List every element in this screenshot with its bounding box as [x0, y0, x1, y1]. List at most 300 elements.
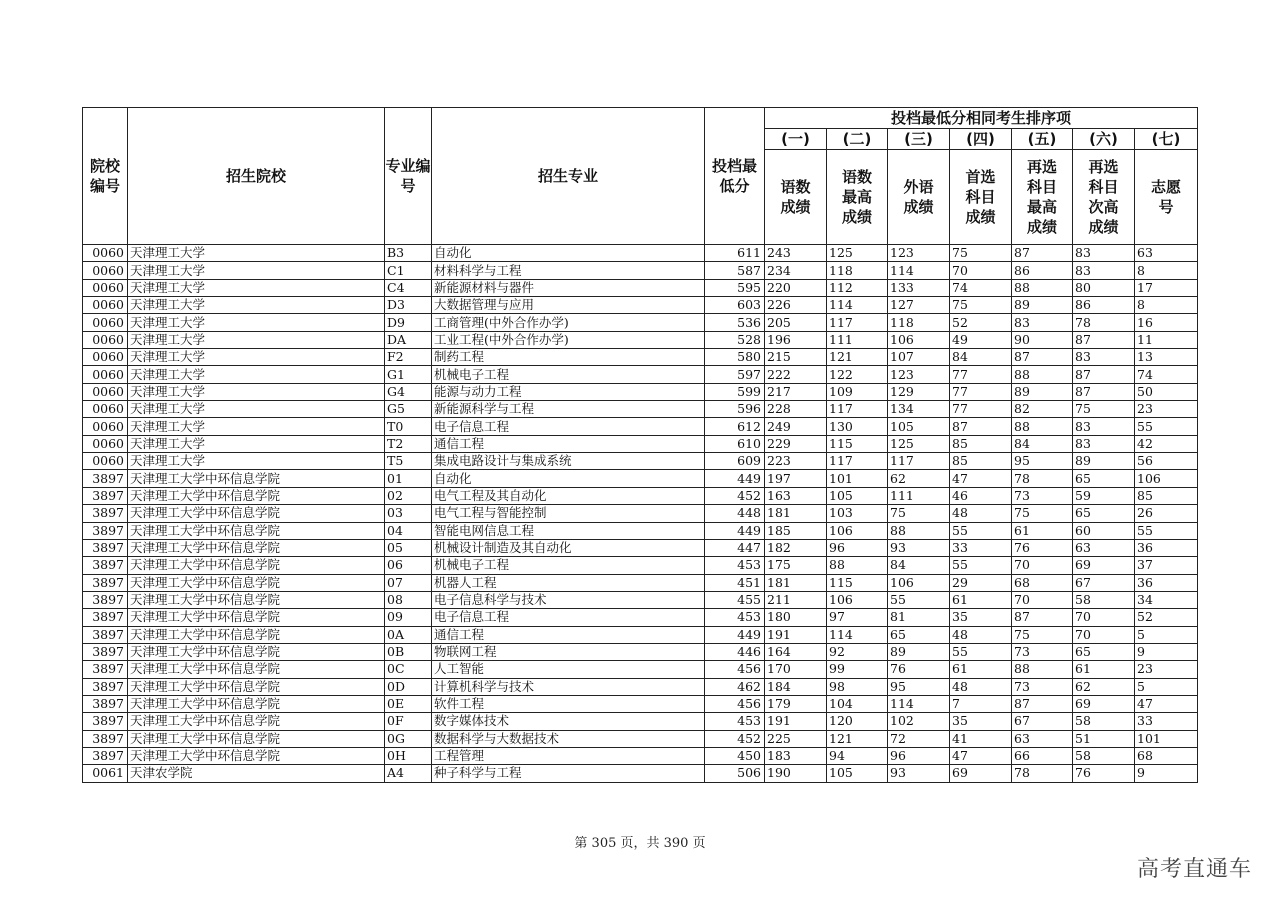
- cell-school-name: 天津理工大学: [128, 435, 385, 452]
- cell-score-chinese-math: 249: [765, 418, 827, 435]
- cell-major-code: 05: [385, 539, 432, 556]
- cell-school-name: 天津理工大学: [128, 331, 385, 348]
- cell-major-name: 工程管理: [432, 747, 705, 764]
- cell-school-name: 天津理工大学中环信息学院: [128, 522, 385, 539]
- cell-score-foreign: 84: [888, 557, 950, 574]
- cell-score-elective-second: 87: [1073, 366, 1135, 383]
- cell-major-name: 物联网工程: [432, 643, 705, 660]
- table-row: [83, 765, 1198, 782]
- table-row: [83, 453, 1198, 470]
- cell-score-chinese-math-max: 122: [827, 366, 888, 383]
- table-row: [83, 349, 1198, 366]
- cell-score-first-subject: 55: [950, 557, 1012, 574]
- cell-score-chinese-math: 217: [765, 383, 827, 400]
- cell-score-foreign: 55: [888, 591, 950, 608]
- cell-school-code: 3897: [83, 747, 128, 764]
- cell-score-chinese-math-max: 94: [827, 747, 888, 764]
- table-row: [83, 695, 1198, 712]
- cell-score-elective-second: 75: [1073, 401, 1135, 418]
- cell-score-first-subject: 47: [950, 470, 1012, 487]
- cell-school-code: 3897: [83, 626, 128, 643]
- cell-preference-no: 16: [1135, 314, 1198, 331]
- cell-score-chinese-math-max: 105: [827, 487, 888, 504]
- cell-major-name: 电子信息工程: [432, 418, 705, 435]
- cell-major-name: 自动化: [432, 470, 705, 487]
- cell-school-name: 天津理工大学: [128, 366, 385, 383]
- cell-major-name: 大数据管理与应用: [432, 297, 705, 314]
- cell-major-name: 机器人工程: [432, 574, 705, 591]
- cell-score-chinese-math-max: 106: [827, 591, 888, 608]
- cell-preference-no: 23: [1135, 401, 1198, 418]
- table-row: [83, 314, 1198, 331]
- cell-min-score: 599: [705, 383, 765, 400]
- cell-school-name: 天津理工大学中环信息学院: [128, 591, 385, 608]
- cell-score-chinese-math: 183: [765, 747, 827, 764]
- cell-score-elective-second: 86: [1073, 297, 1135, 314]
- cell-school-code: 3897: [83, 522, 128, 539]
- cell-preference-no: 23: [1135, 661, 1198, 678]
- cell-score-foreign: 117: [888, 453, 950, 470]
- cell-score-elective-max: 66: [1012, 747, 1073, 764]
- cell-major-code: 0B: [385, 643, 432, 660]
- cell-score-foreign: 133: [888, 279, 950, 296]
- cell-preference-no: 85: [1135, 487, 1198, 504]
- cell-major-name: 软件工程: [432, 695, 705, 712]
- cell-score-chinese-math: 215: [765, 349, 827, 366]
- cell-school-code: 3897: [83, 574, 128, 591]
- cell-major-code: 0G: [385, 730, 432, 747]
- cell-score-chinese-math: 164: [765, 643, 827, 660]
- cell-major-code: G1: [385, 366, 432, 383]
- cell-min-score: 455: [705, 591, 765, 608]
- cell-score-chinese-math: 228: [765, 401, 827, 418]
- cell-major-code: T0: [385, 418, 432, 435]
- cell-school-code: 0060: [83, 349, 128, 366]
- cell-score-elective-max: 90: [1012, 331, 1073, 348]
- cell-score-elective-max: 82: [1012, 401, 1073, 418]
- cell-score-first-subject: 55: [950, 522, 1012, 539]
- cell-major-code: 02: [385, 487, 432, 504]
- cell-score-chinese-math-max: 96: [827, 539, 888, 556]
- cell-school-name: 天津理工大学: [128, 349, 385, 366]
- cell-school-name: 天津理工大学: [128, 383, 385, 400]
- cell-score-chinese-math: 179: [765, 695, 827, 712]
- cell-min-score: 449: [705, 626, 765, 643]
- cell-school-name: 天津理工大学中环信息学院: [128, 678, 385, 695]
- cell-score-foreign: 127: [888, 297, 950, 314]
- cell-score-elective-second: 83: [1073, 245, 1135, 262]
- table-row: [83, 487, 1198, 504]
- table-row: [83, 591, 1198, 608]
- cell-score-elective-max: 87: [1012, 695, 1073, 712]
- cell-score-elective-second: 80: [1073, 279, 1135, 296]
- cell-school-name: 天津理工大学中环信息学院: [128, 574, 385, 591]
- cell-score-chinese-math: 197: [765, 470, 827, 487]
- cell-score-elective-max: 89: [1012, 297, 1073, 314]
- cell-score-first-subject: 52: [950, 314, 1012, 331]
- cell-score-first-subject: 48: [950, 626, 1012, 643]
- cell-score-chinese-math: 229: [765, 435, 827, 452]
- cell-score-elective-max: 75: [1012, 505, 1073, 522]
- cell-school-name: 天津理工大学中环信息学院: [128, 557, 385, 574]
- cell-score-chinese-math-max: 99: [827, 661, 888, 678]
- cell-school-code: 0060: [83, 453, 128, 470]
- cell-min-score: 456: [705, 661, 765, 678]
- cell-school-name: 天津农学院: [128, 765, 385, 782]
- cell-major-code: DA: [385, 331, 432, 348]
- cell-score-foreign: 123: [888, 245, 950, 262]
- cell-score-elective-second: 65: [1073, 643, 1135, 660]
- table-row: [83, 331, 1198, 348]
- cell-score-elective-second: 51: [1073, 730, 1135, 747]
- cell-score-elective-second: 58: [1073, 591, 1135, 608]
- table-row: [83, 539, 1198, 556]
- cell-min-score: 595: [705, 279, 765, 296]
- table-row: [83, 713, 1198, 730]
- cell-major-code: 03: [385, 505, 432, 522]
- header-school-code: 院校编号: [83, 108, 128, 245]
- cell-score-foreign: 106: [888, 574, 950, 591]
- header-tie-label-6: 再选科目次高成绩: [1073, 150, 1135, 245]
- cell-min-score: 452: [705, 487, 765, 504]
- cell-school-code: 0060: [83, 435, 128, 452]
- cell-school-code: 0060: [83, 383, 128, 400]
- cell-major-name: 种子科学与工程: [432, 765, 705, 782]
- cell-score-elective-max: 76: [1012, 539, 1073, 556]
- cell-major-name: 通信工程: [432, 435, 705, 452]
- cell-preference-no: 56: [1135, 453, 1198, 470]
- cell-school-code: 0060: [83, 366, 128, 383]
- cell-score-chinese-math: 191: [765, 626, 827, 643]
- cell-major-code: 0D: [385, 678, 432, 695]
- cell-score-first-subject: 77: [950, 366, 1012, 383]
- cell-school-name: 天津理工大学中环信息学院: [128, 747, 385, 764]
- cell-major-name: 数据科学与大数据技术: [432, 730, 705, 747]
- cell-min-score: 611: [705, 245, 765, 262]
- cell-min-score: 451: [705, 574, 765, 591]
- cell-score-chinese-math-max: 111: [827, 331, 888, 348]
- cell-major-name: 电气工程与智能控制: [432, 505, 705, 522]
- header-tie-label-5: 再选科目最高成绩: [1012, 150, 1073, 245]
- header-tie-group: 投档最低分相同考生排序项: [765, 108, 1198, 129]
- cell-school-name: 天津理工大学中环信息学院: [128, 695, 385, 712]
- cell-score-elective-second: 83: [1073, 435, 1135, 452]
- cell-min-score: 587: [705, 262, 765, 279]
- cell-min-score: 449: [705, 470, 765, 487]
- cell-major-code: 0H: [385, 747, 432, 764]
- cell-preference-no: 34: [1135, 591, 1198, 608]
- cell-score-first-subject: 84: [950, 349, 1012, 366]
- cell-score-chinese-math: 211: [765, 591, 827, 608]
- cell-min-score: 528: [705, 331, 765, 348]
- cell-score-first-subject: 29: [950, 574, 1012, 591]
- cell-score-foreign: 118: [888, 314, 950, 331]
- cell-preference-no: 13: [1135, 349, 1198, 366]
- cell-major-name: 新能源科学与工程: [432, 401, 705, 418]
- cell-score-chinese-math: 170: [765, 661, 827, 678]
- cell-score-chinese-math-max: 104: [827, 695, 888, 712]
- cell-score-foreign: 89: [888, 643, 950, 660]
- cell-score-elective-max: 88: [1012, 661, 1073, 678]
- cell-score-first-subject: 74: [950, 279, 1012, 296]
- cell-min-score: 609: [705, 453, 765, 470]
- cell-score-elective-max: 87: [1012, 349, 1073, 366]
- cell-school-name: 天津理工大学: [128, 297, 385, 314]
- cell-score-chinese-math: 163: [765, 487, 827, 504]
- watermark: 高考直通车: [1136, 857, 1252, 882]
- cell-school-code: 0060: [83, 297, 128, 314]
- cell-preference-no: 50: [1135, 383, 1198, 400]
- header-tie-number-4: (四): [950, 129, 1012, 150]
- cell-school-name: 天津理工大学: [128, 418, 385, 435]
- cell-score-foreign: 81: [888, 609, 950, 626]
- cell-preference-no: 5: [1135, 626, 1198, 643]
- cell-preference-no: 42: [1135, 435, 1198, 452]
- cell-major-name: 智能电网信息工程: [432, 522, 705, 539]
- cell-score-elective-second: 70: [1073, 626, 1135, 643]
- cell-score-chinese-math: 222: [765, 366, 827, 383]
- cell-score-foreign: 75: [888, 505, 950, 522]
- cell-min-score: 450: [705, 747, 765, 764]
- cell-school-name: 天津理工大学中环信息学院: [128, 661, 385, 678]
- cell-major-code: 06: [385, 557, 432, 574]
- cell-school-code: 3897: [83, 470, 128, 487]
- cell-score-elective-second: 70: [1073, 609, 1135, 626]
- table-row: [83, 574, 1198, 591]
- cell-score-chinese-math: 225: [765, 730, 827, 747]
- cell-preference-no: 36: [1135, 574, 1198, 591]
- cell-score-chinese-math-max: 88: [827, 557, 888, 574]
- cell-preference-no: 37: [1135, 557, 1198, 574]
- cell-major-code: 01: [385, 470, 432, 487]
- cell-school-name: 天津理工大学中环信息学院: [128, 626, 385, 643]
- cell-score-elective-max: 95: [1012, 453, 1073, 470]
- cell-score-elective-max: 88: [1012, 418, 1073, 435]
- cell-min-score: 453: [705, 609, 765, 626]
- cell-school-name: 天津理工大学中环信息学院: [128, 730, 385, 747]
- cell-preference-no: 5: [1135, 678, 1198, 695]
- header-tie-label-2: 语数最高成绩: [827, 150, 888, 245]
- cell-school-code: 3897: [83, 505, 128, 522]
- cell-major-name: 工业工程(中外合作办学): [432, 331, 705, 348]
- cell-major-name: 机械设计制造及其自动化: [432, 539, 705, 556]
- cell-score-foreign: 129: [888, 383, 950, 400]
- cell-score-chinese-math-max: 114: [827, 297, 888, 314]
- cell-school-name: 天津理工大学中环信息学院: [128, 609, 385, 626]
- cell-score-elective-second: 89: [1073, 453, 1135, 470]
- cell-school-code: 0060: [83, 245, 128, 262]
- cell-score-chinese-math: 196: [765, 331, 827, 348]
- cell-school-code: 0060: [83, 331, 128, 348]
- cell-score-foreign: 106: [888, 331, 950, 348]
- cell-score-chinese-math: 175: [765, 557, 827, 574]
- cell-score-first-subject: 55: [950, 643, 1012, 660]
- cell-min-score: 610: [705, 435, 765, 452]
- cell-school-code: 3897: [83, 557, 128, 574]
- cell-score-first-subject: 75: [950, 297, 1012, 314]
- cell-score-elective-second: 78: [1073, 314, 1135, 331]
- cell-score-chinese-math-max: 92: [827, 643, 888, 660]
- cell-score-first-subject: 41: [950, 730, 1012, 747]
- cell-score-first-subject: 47: [950, 747, 1012, 764]
- cell-major-code: C1: [385, 262, 432, 279]
- cell-score-chinese-math-max: 112: [827, 279, 888, 296]
- cell-score-first-subject: 61: [950, 661, 1012, 678]
- cell-school-name: 天津理工大学中环信息学院: [128, 487, 385, 504]
- cell-score-first-subject: 7: [950, 695, 1012, 712]
- cell-score-elective-second: 63: [1073, 539, 1135, 556]
- cell-score-first-subject: 77: [950, 383, 1012, 400]
- cell-score-foreign: 93: [888, 539, 950, 556]
- cell-score-foreign: 93: [888, 765, 950, 782]
- cell-major-name: 机械电子工程: [432, 366, 705, 383]
- cell-score-foreign: 72: [888, 730, 950, 747]
- admission-table: [82, 107, 1198, 783]
- cell-score-elective-second: 76: [1073, 765, 1135, 782]
- cell-score-foreign: 107: [888, 349, 950, 366]
- cell-preference-no: 68: [1135, 747, 1198, 764]
- cell-major-code: A4: [385, 765, 432, 782]
- cell-preference-no: 8: [1135, 297, 1198, 314]
- cell-score-foreign: 88: [888, 522, 950, 539]
- table-row: [83, 643, 1198, 660]
- cell-score-chinese-math-max: 109: [827, 383, 888, 400]
- cell-school-code: 3897: [83, 591, 128, 608]
- cell-score-chinese-math-max: 117: [827, 314, 888, 331]
- cell-major-code: C4: [385, 279, 432, 296]
- cell-score-chinese-math-max: 120: [827, 713, 888, 730]
- cell-score-elective-second: 58: [1073, 747, 1135, 764]
- cell-score-foreign: 62: [888, 470, 950, 487]
- cell-score-foreign: 65: [888, 626, 950, 643]
- cell-score-chinese-math-max: 103: [827, 505, 888, 522]
- cell-school-code: 3897: [83, 609, 128, 626]
- header-major-name: 招生专业: [432, 108, 705, 245]
- cell-major-name: 数字媒体技术: [432, 713, 705, 730]
- table-row: [83, 522, 1198, 539]
- cell-major-code: 0C: [385, 661, 432, 678]
- header-tie-label-3: 外语成绩: [888, 150, 950, 245]
- table-row: [83, 747, 1198, 764]
- cell-preference-no: 33: [1135, 713, 1198, 730]
- cell-score-foreign: 96: [888, 747, 950, 764]
- cell-score-elective-second: 60: [1073, 522, 1135, 539]
- cell-school-code: 0060: [83, 418, 128, 435]
- cell-major-name: 电气工程及其自动化: [432, 487, 705, 504]
- table-row: [83, 279, 1198, 296]
- header-tie-label-4: 首选科目成绩: [950, 150, 1012, 245]
- cell-score-foreign: 114: [888, 262, 950, 279]
- cell-score-first-subject: 70: [950, 262, 1012, 279]
- header-tie-number-7: (七): [1135, 129, 1198, 150]
- cell-score-first-subject: 85: [950, 435, 1012, 452]
- cell-score-elective-second: 69: [1073, 557, 1135, 574]
- cell-preference-no: 9: [1135, 765, 1198, 782]
- cell-major-name: 机械电子工程: [432, 557, 705, 574]
- cell-preference-no: 106: [1135, 470, 1198, 487]
- cell-score-first-subject: 49: [950, 331, 1012, 348]
- cell-preference-no: 26: [1135, 505, 1198, 522]
- cell-score-elective-max: 78: [1012, 470, 1073, 487]
- cell-school-name: 天津理工大学: [128, 401, 385, 418]
- cell-major-name: 工商管理(中外合作办学): [432, 314, 705, 331]
- cell-score-chinese-math-max: 97: [827, 609, 888, 626]
- cell-score-elective-second: 67: [1073, 574, 1135, 591]
- cell-min-score: 597: [705, 366, 765, 383]
- cell-score-foreign: 105: [888, 418, 950, 435]
- cell-school-code: 0060: [83, 401, 128, 418]
- cell-score-first-subject: 35: [950, 713, 1012, 730]
- table-row: [83, 678, 1198, 695]
- table-row: [83, 245, 1198, 262]
- table-row: [83, 262, 1198, 279]
- cell-score-first-subject: 77: [950, 401, 1012, 418]
- cell-score-elective-second: 83: [1073, 262, 1135, 279]
- cell-major-code: 04: [385, 522, 432, 539]
- cell-school-code: 0061: [83, 765, 128, 782]
- cell-min-score: 462: [705, 678, 765, 695]
- cell-score-chinese-math-max: 115: [827, 574, 888, 591]
- cell-score-chinese-math: 181: [765, 505, 827, 522]
- table-row: [83, 661, 1198, 678]
- cell-major-code: 08: [385, 591, 432, 608]
- table-row: [83, 297, 1198, 314]
- cell-score-elective-max: 61: [1012, 522, 1073, 539]
- header-tie-number-3: (三): [888, 129, 950, 150]
- cell-major-name: 能源与动力工程: [432, 383, 705, 400]
- cell-score-chinese-math-max: 121: [827, 349, 888, 366]
- cell-school-name: 天津理工大学中环信息学院: [128, 643, 385, 660]
- cell-score-elective-second: 65: [1073, 470, 1135, 487]
- cell-score-elective-second: 58: [1073, 713, 1135, 730]
- cell-score-chinese-math: 220: [765, 279, 827, 296]
- cell-score-elective-second: 83: [1073, 418, 1135, 435]
- cell-school-code: 0060: [83, 279, 128, 296]
- cell-score-chinese-math-max: 98: [827, 678, 888, 695]
- header-tie-label-1: 语数成绩: [765, 150, 827, 245]
- cell-score-chinese-math: 190: [765, 765, 827, 782]
- cell-min-score: 603: [705, 297, 765, 314]
- cell-preference-no: 101: [1135, 730, 1198, 747]
- table-row: [83, 435, 1198, 452]
- cell-major-name: 制药工程: [432, 349, 705, 366]
- cell-score-elective-second: 62: [1073, 678, 1135, 695]
- table-row: [83, 626, 1198, 643]
- cell-school-name: 天津理工大学: [128, 453, 385, 470]
- cell-score-elective-max: 89: [1012, 383, 1073, 400]
- cell-school-name: 天津理工大学: [128, 279, 385, 296]
- cell-score-chinese-math-max: 125: [827, 245, 888, 262]
- table-row: [83, 401, 1198, 418]
- header-major-code: 专业编号: [385, 108, 432, 245]
- cell-score-chinese-math-max: 117: [827, 401, 888, 418]
- cell-school-code: 0060: [83, 262, 128, 279]
- cell-score-elective-max: 88: [1012, 366, 1073, 383]
- cell-score-chinese-math: 185: [765, 522, 827, 539]
- cell-min-score: 446: [705, 643, 765, 660]
- cell-preference-no: 36: [1135, 539, 1198, 556]
- cell-score-first-subject: 75: [950, 245, 1012, 262]
- cell-score-elective-max: 75: [1012, 626, 1073, 643]
- cell-score-chinese-math: 180: [765, 609, 827, 626]
- cell-min-score: 596: [705, 401, 765, 418]
- cell-major-name: 通信工程: [432, 626, 705, 643]
- cell-preference-no: 52: [1135, 609, 1198, 626]
- cell-min-score: 448: [705, 505, 765, 522]
- cell-score-foreign: 123: [888, 366, 950, 383]
- cell-major-code: 0A: [385, 626, 432, 643]
- table-row: [83, 730, 1198, 747]
